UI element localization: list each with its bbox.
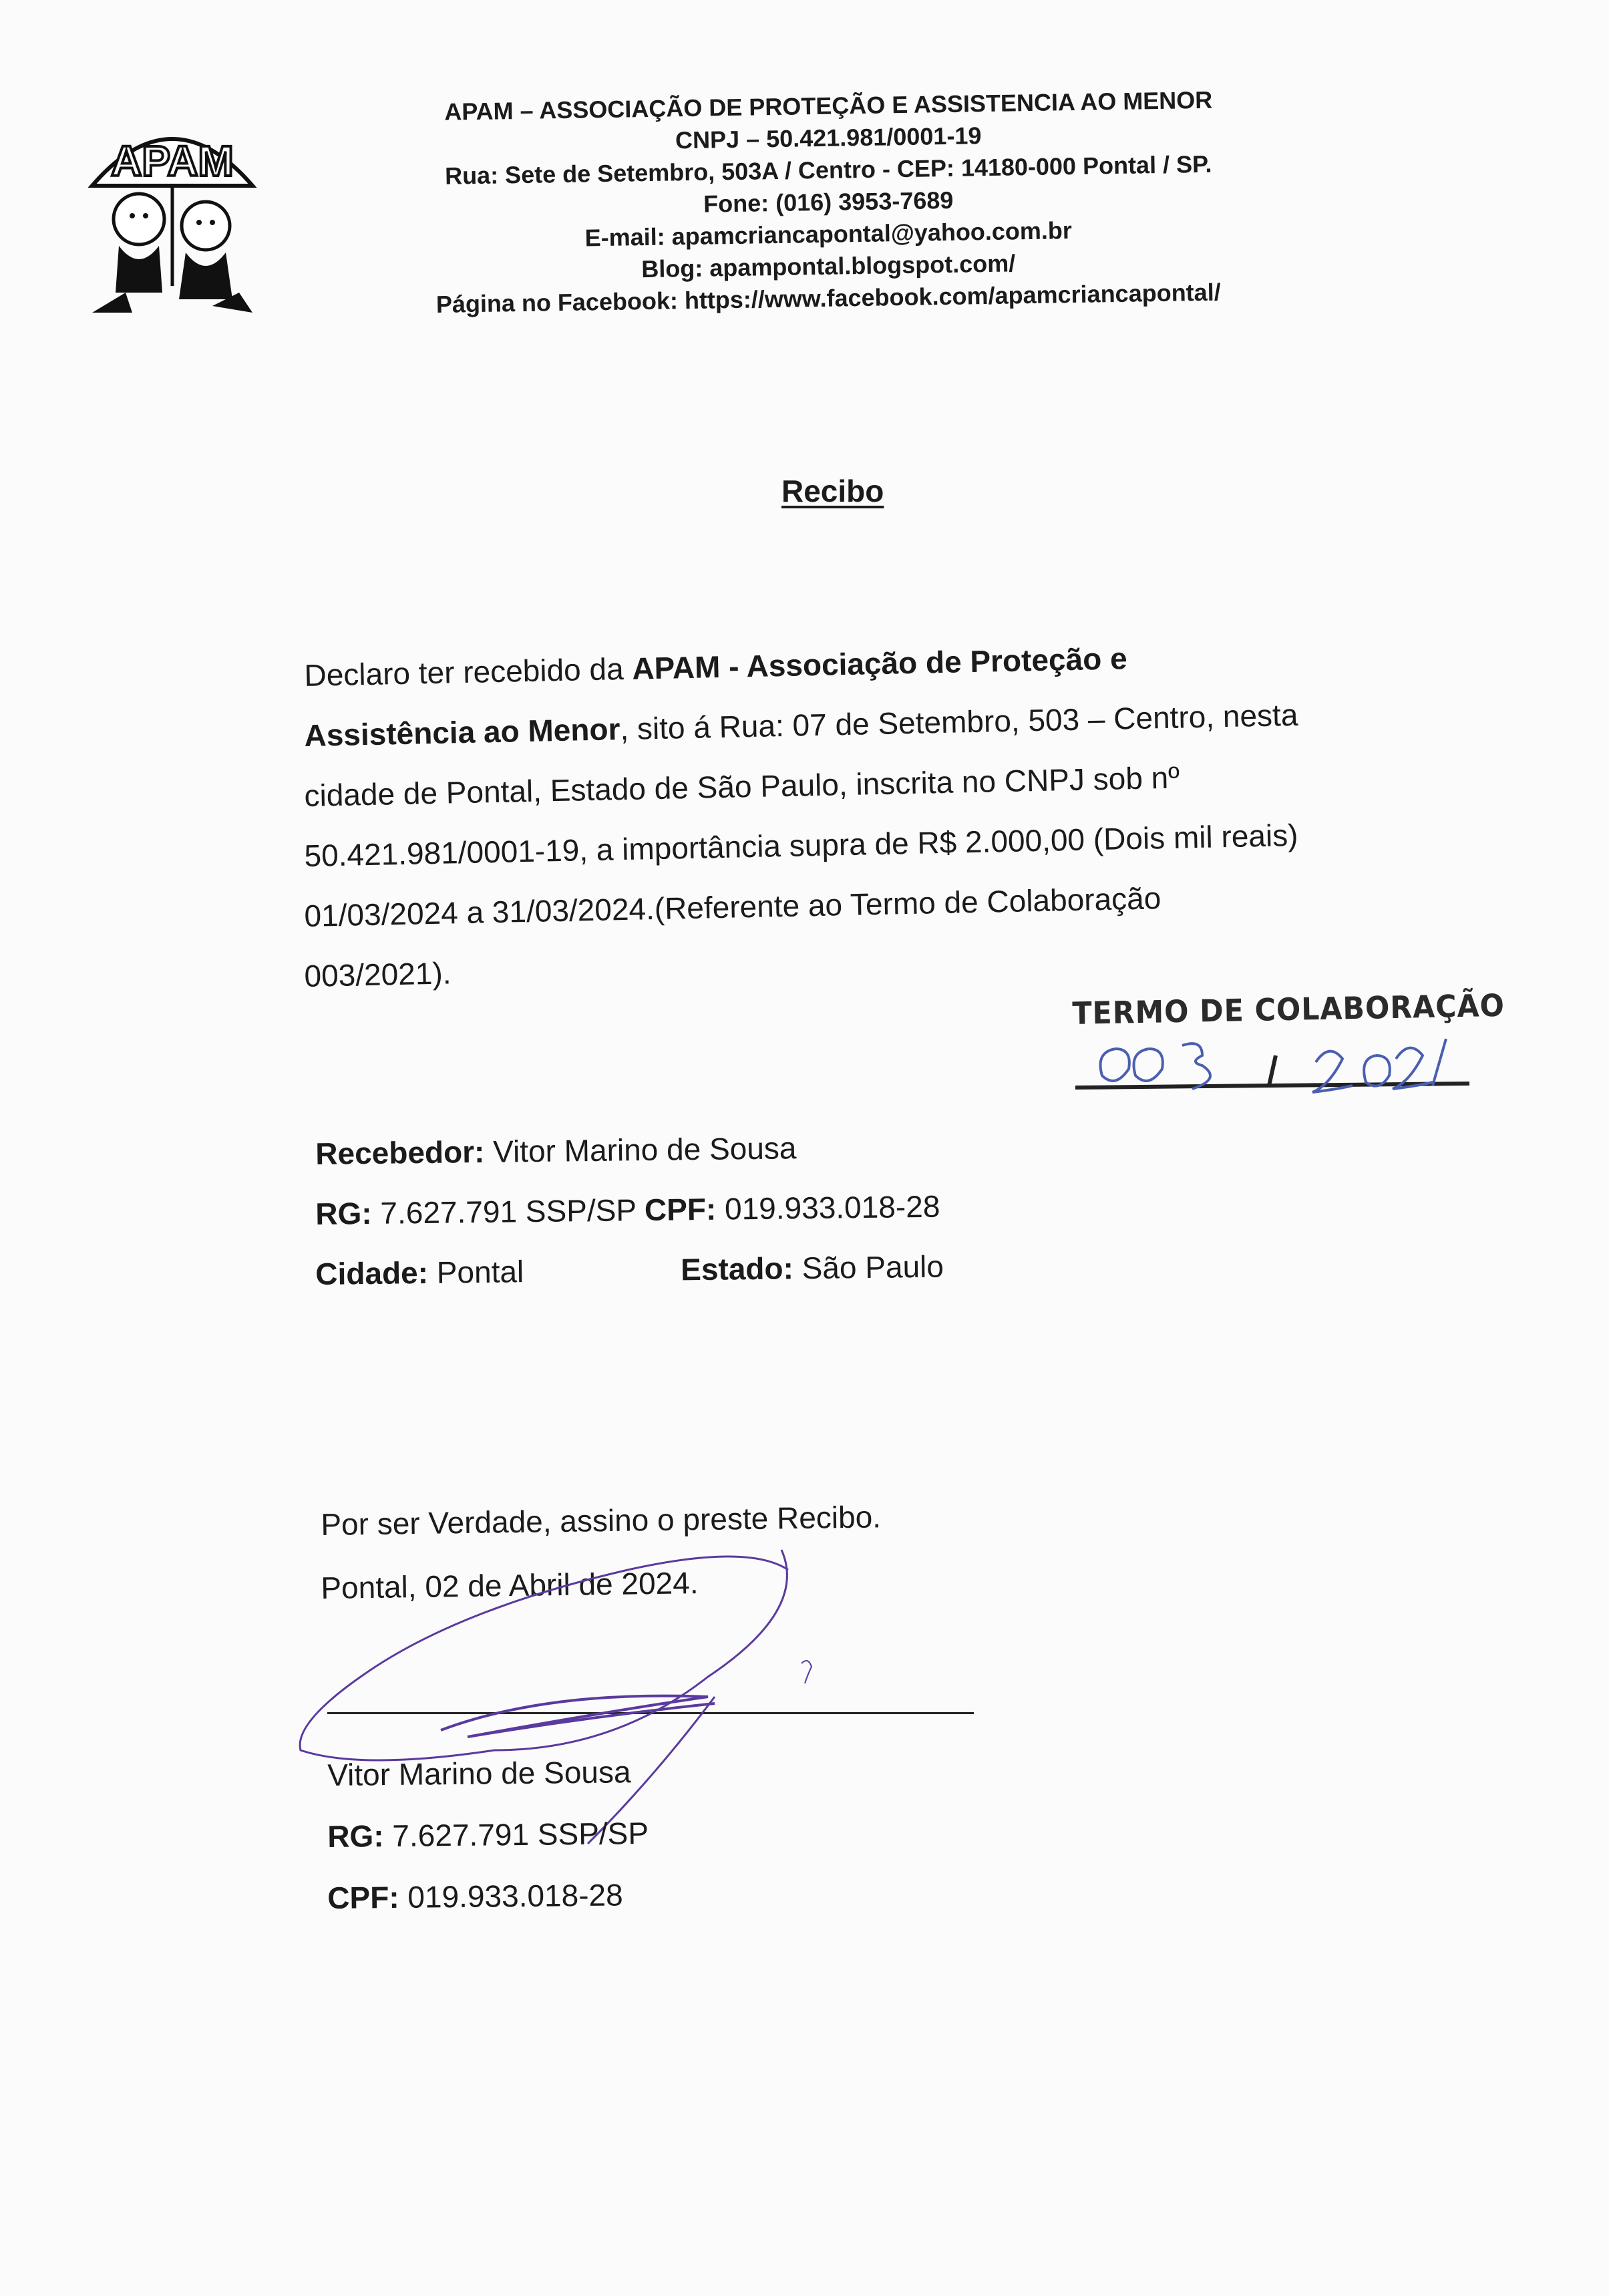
recebedor-value: Vitor Marino de Sousa: [484, 1130, 797, 1169]
signatory-cpf-value: 019.933.018-28: [399, 1877, 623, 1915]
signatory-rg-label: RG:: [327, 1818, 384, 1854]
recebedor-label: Recebedor:: [315, 1134, 485, 1171]
apam-logo: [79, 112, 266, 319]
org-facebook: Página no Facebook: https://www.facebook.com/apamcriancapontal/: [435, 278, 1221, 318]
signatory-rg-value: 7.627.791 SSP/SP: [383, 1815, 649, 1854]
rg-cpf-row: [315, 1188, 940, 1232]
org-address: Rua: Sete de Setembro, 503A / Centro - CEP: 14180-000 Pontal / SP.: [444, 150, 1212, 190]
stamp-title: TERMO DE COLABORAÇÃO: [1072, 987, 1505, 1031]
body-bold-text: APAM - Associação de Proteção e: [631, 641, 1128, 686]
cpf-label: CPF:: [644, 1191, 717, 1227]
cidade-value: Pontal: [427, 1254, 524, 1290]
signatory-name: Vitor Marino de Sousa: [327, 1754, 631, 1792]
place-date: Pontal, 02 de Abril de 2024.: [321, 1565, 699, 1605]
body-line-2: [304, 694, 1440, 753]
org-email: E-mail: apamcriancapontal@yahoo.com.br: [584, 216, 1073, 252]
estado-label: Estado:: [680, 1251, 794, 1287]
cidade-label: Cidade:: [315, 1255, 429, 1291]
org-cnpj: CNPJ – 50.421.981/0001-19: [675, 122, 982, 154]
handwritten-signature: [281, 1530, 828, 1850]
signatory-rg-row: [327, 1815, 649, 1854]
body-bold-text: Assistência ao Menor: [304, 711, 620, 753]
cidade-estado-row: [315, 1249, 944, 1292]
org-phone: Fone: (016) 3953-7689: [703, 186, 954, 218]
estado-value: São Paulo: [793, 1249, 944, 1286]
recebedor-row: [315, 1130, 797, 1172]
cpf-value: 019.933.018-28: [715, 1188, 940, 1226]
body-text: Declaro ter recebido da: [304, 651, 633, 693]
rg-label: RG:: [315, 1195, 372, 1231]
logo-text: APAM: [111, 137, 234, 185]
body-line-3: cidade de Pontal, Estado de São Paulo, inscrita no CNPJ sob nº: [304, 760, 1180, 813]
org-blog: Blog: apampontal.blogspot.com/: [641, 249, 1016, 283]
body-line-6: 003/2021).: [304, 955, 452, 993]
signatory-cpf-row: [327, 1876, 623, 1916]
page-title: Recibo: [781, 474, 884, 508]
body-line-1: [304, 634, 1440, 693]
body-line-5: 01/03/2024 a 31/03/2024.(Referente ao Termo de Colaboração: [304, 880, 1161, 933]
signatory-cpf-label: CPF:: [327, 1879, 399, 1915]
org-name: APAM – ASSOCIAÇÃO DE PROTEÇÃO E ASSISTENCIA AO MENOR: [443, 86, 1213, 126]
stamp-handwritten-number: [1062, 1029, 1489, 1096]
body-line-4: 50.421.981/0001-19, a importância supra de R$ 2.000,00 (Dois mil reais): [304, 817, 1298, 873]
body-text: , sito á Rua: 07 de Setembro, 503 – Centro, nesta: [619, 697, 1298, 747]
rg-value: 7.627.791 SSP/SP: [371, 1192, 645, 1231]
closing-statement: Por ser Verdade, assino o preste Recibo.: [321, 1499, 882, 1542]
